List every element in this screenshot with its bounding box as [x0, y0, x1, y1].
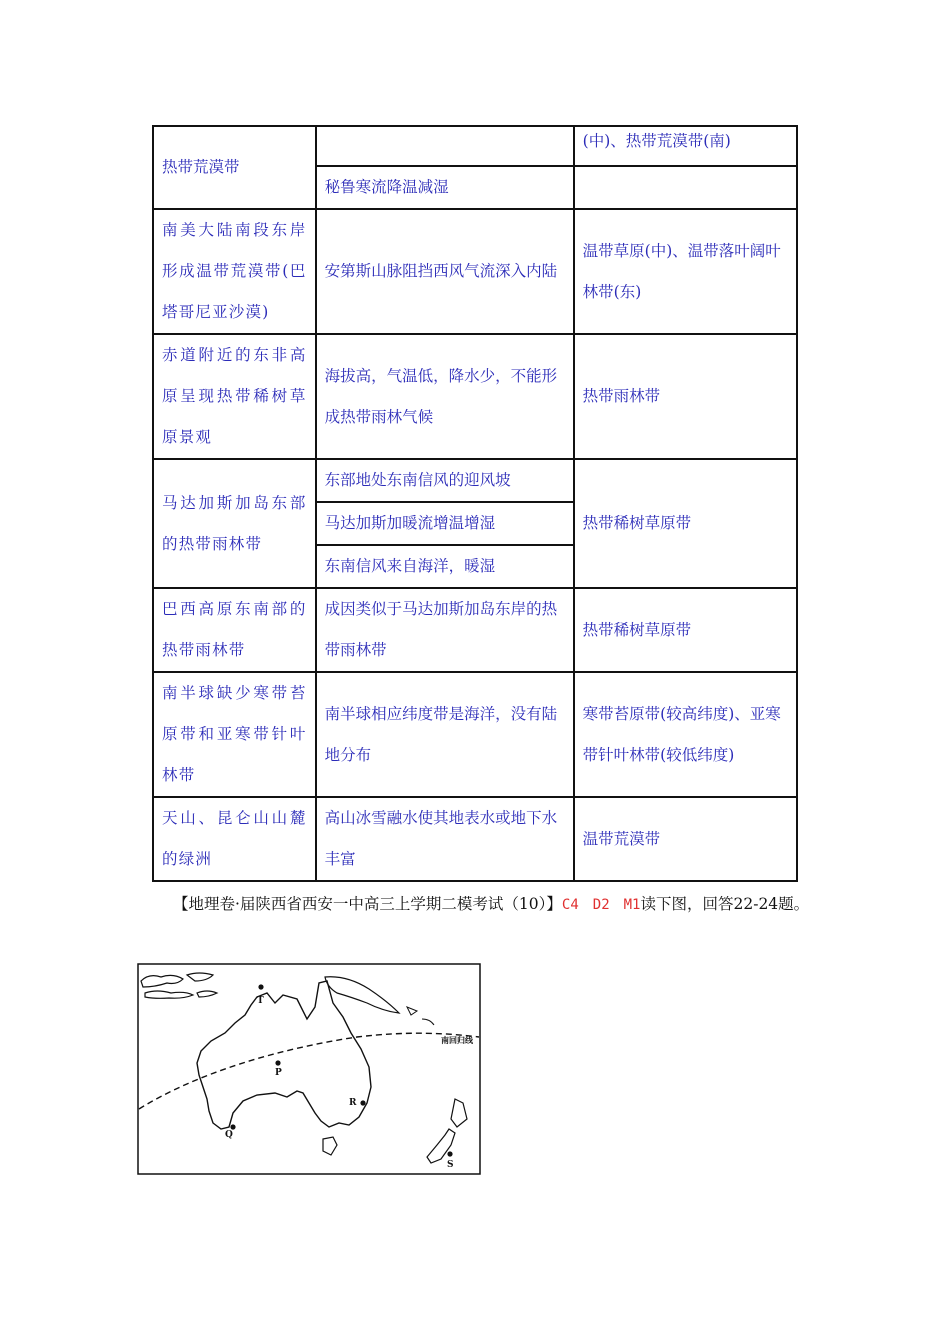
point-p-marker — [275, 1060, 280, 1065]
question-source: 【地理卷·届陕西省西安一中高三上学期二模考试（10）】 — [173, 895, 562, 913]
table-cell: 温带草原(中)、温带落叶阔叶林带(东) — [574, 209, 797, 334]
table-cell: 马达加斯加暖流增温增湿 — [316, 502, 574, 545]
table-cell — [316, 126, 574, 166]
table-cell: 东部地处东南信风的迎风坡 — [316, 459, 574, 502]
tropic-label: 南回归线 — [441, 1036, 473, 1045]
point-t-label: T — [257, 996, 264, 1006]
table-cell: 高山冰雪融水使其地表水或地下水丰富 — [316, 797, 574, 881]
point-r-label: R — [349, 1098, 357, 1108]
table-cell: 海拔高，气温低，降水少，不能形成热带雨林气候 — [316, 334, 574, 459]
point-p-label: P — [275, 1068, 282, 1078]
table-cell: 热带荒漠带 — [153, 126, 316, 209]
table-cell: 温带荒漠带 — [574, 797, 797, 881]
point-q-marker — [230, 1124, 235, 1129]
question-intro — [137, 880, 827, 930]
table-cell: 热带雨林带 — [574, 334, 797, 459]
point-s-marker — [447, 1151, 452, 1156]
question-codes: C4 D2 M1 — [561, 897, 641, 913]
natural-zone-table — [152, 125, 798, 882]
table-cell: 赤道附近的东非高原呈现热带稀树草原景观 — [153, 334, 316, 459]
table-cell: 热带稀树草原带 — [574, 588, 797, 672]
map-frame — [138, 964, 480, 1174]
table-cell: 成因类似于马达加斯加岛东岸的热带雨林带 — [316, 588, 574, 672]
point-r-marker — [360, 1100, 365, 1105]
comparison-table-container — [152, 125, 798, 882]
table-cell — [574, 166, 797, 209]
table-cell: 热带稀树草原带 — [574, 459, 797, 588]
point-t-marker — [258, 984, 263, 989]
table-cell: 东南信风来自海洋，暖湿 — [316, 545, 574, 588]
table-cell: 天山、昆仑山山麓的绿洲 — [153, 797, 316, 881]
table-cell: 马达加斯加岛东部的热带雨林带 — [153, 459, 316, 588]
point-q-label: Q — [225, 1130, 233, 1140]
table-cell: 巴西高原东南部的热带雨林带 — [153, 588, 316, 672]
point-s-label: S — [447, 1160, 454, 1170]
table-cell: 南半球缺少寒带苔原带和亚寒带针叶林带 — [153, 672, 316, 797]
australia-map — [137, 963, 481, 1175]
table-cell: 南半球相应纬度带是海洋，没有陆地分布 — [316, 672, 574, 797]
question-instruction: 读下图，回答22-24题。 — [640, 895, 810, 913]
table-cell: 寒带苔原带(较高纬度)、亚寒带针叶林带(较低纬度) — [574, 672, 797, 797]
table-cell: (中)、热带荒漠带(南) — [574, 126, 797, 166]
table-cell: 秘鲁寒流降温减湿 — [316, 166, 574, 209]
table-cell: 安第斯山脉阻挡西风气流深入内陆 — [316, 209, 574, 334]
table-cell: 南美大陆南段东岸形成温带荒漠带(巴塔哥尼亚沙漠) — [153, 209, 316, 334]
